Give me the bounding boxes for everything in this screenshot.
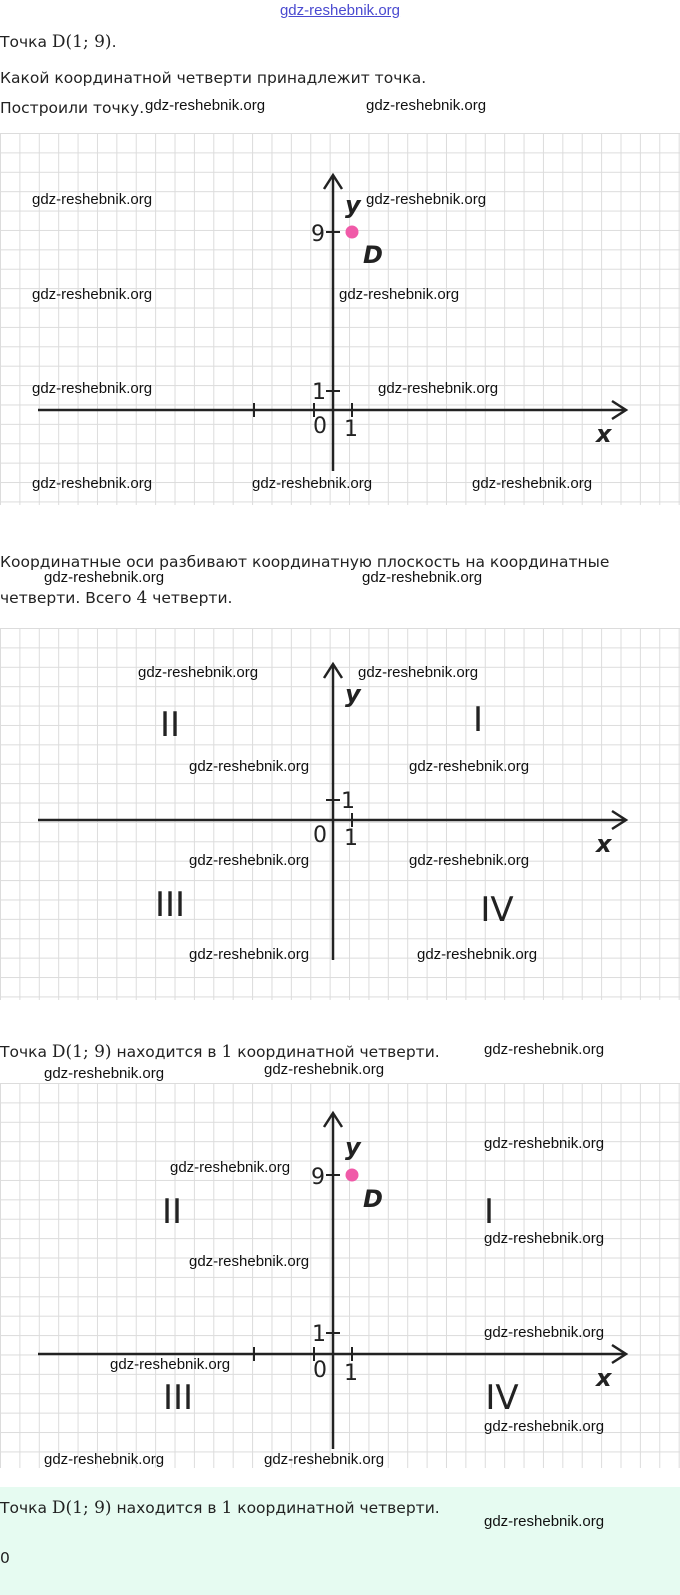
watermark: gdz-reshebnik.org — [189, 1253, 310, 1270]
quadrant-1-label: I — [483, 1192, 495, 1232]
task-point-math: D(1; 9) — [51, 32, 112, 52]
answer-line — [0, 1496, 440, 1520]
watermark: gdz-reshebnik.org — [145, 97, 266, 114]
answer-prefix: Точка — [0, 1499, 52, 1517]
label-one-x: 1 — [344, 826, 358, 851]
result-middle: находится в — [111, 1043, 222, 1061]
watermark: gdz-reshebnik.org — [339, 286, 460, 303]
quadrant-1-label: I — [472, 700, 484, 740]
watermark: gdz-reshebnik.org — [32, 191, 153, 208]
result-math: D(1; 9) — [51, 1042, 112, 1062]
x-axis-label: x — [596, 1364, 612, 1392]
point-d-label: D — [363, 1185, 383, 1213]
watermark: gdz-reshebnik.org — [409, 758, 530, 775]
watermark: gdz-reshebnik.org — [366, 191, 487, 208]
quadrant-2-label: II — [159, 705, 181, 745]
label-one-y: 1 — [341, 789, 355, 814]
watermark: gdz-reshebnik.org — [264, 1061, 385, 1078]
watermark: gdz-reshebnik.org — [32, 380, 153, 397]
watermark: gdz-reshebnik.org — [189, 852, 310, 869]
watermark: gdz-reshebnik.org — [484, 1230, 605, 1247]
point-d — [346, 226, 359, 239]
label-nine: 9 — [311, 222, 325, 247]
watermark: gdz-reshebnik.org — [32, 475, 153, 492]
explanation-line-2 — [0, 586, 232, 610]
quadrant-3-label: III — [162, 1378, 194, 1418]
task-question: Какой координатной четверти принадлежит точка. — [0, 69, 427, 87]
answer-suffix: координатной четверти. — [232, 1499, 440, 1517]
label-nine: 9 — [311, 1165, 325, 1190]
quadrant-3-label: III — [154, 885, 186, 925]
y-axis-label: y — [345, 1133, 361, 1161]
watermark: gdz-reshebnik.org — [484, 1513, 605, 1530]
label-origin: 0 — [313, 1358, 327, 1383]
point-d-label: D — [363, 241, 383, 269]
watermark: gdz-reshebnik.org — [264, 1451, 385, 1468]
x-axis-label: x — [596, 830, 612, 858]
watermark: gdz-reshebnik.org — [44, 1451, 165, 1468]
result-num: 1 — [221, 1042, 233, 1062]
watermark: gdz-reshebnik.org — [44, 569, 165, 586]
result-prefix: Точка — [0, 1043, 52, 1061]
watermark: gdz-reshebnik.org — [110, 1356, 231, 1373]
watermark: gdz-reshebnik.org — [484, 1324, 605, 1341]
quadrant-4-label: IV — [480, 890, 514, 930]
explanation-prefix: четверти. Всего — [0, 589, 137, 607]
y-axis-label: y — [345, 191, 361, 219]
quadrant-2-label: II — [161, 1192, 183, 1232]
watermark: gdz-reshebnik.org — [484, 1135, 605, 1152]
watermark: gdz-reshebnik.org — [362, 569, 483, 586]
label-origin: 0 — [313, 414, 327, 439]
label-one-y: 1 — [312, 1322, 326, 1347]
watermark: gdz-reshebnik.org — [417, 946, 538, 963]
task-built: Построили точку. — [0, 99, 145, 117]
answer-middle: находится в — [111, 1499, 222, 1517]
explanation-line-1: Координатные оси разбивают координатную плоскость на координатные — [0, 553, 610, 571]
task-point-line — [0, 30, 117, 54]
watermark: gdz-reshebnik.org — [138, 664, 259, 681]
watermark: gdz-reshebnik.org — [378, 380, 499, 397]
watermark: gdz-reshebnik.org — [252, 475, 373, 492]
y-axis-label: y — [345, 680, 361, 708]
answer-num: 1 — [221, 1498, 233, 1518]
answer-math: D(1; 9) — [51, 1498, 112, 1518]
point-d — [346, 1169, 359, 1182]
label-one-x: 1 — [344, 1361, 358, 1386]
result-suffix: координатной четверти. — [232, 1043, 440, 1061]
quadrant-4-label: IV — [485, 1378, 519, 1418]
label-one-y: 1 — [312, 380, 326, 405]
watermark: gdz-reshebnik.org — [44, 1065, 165, 1082]
explanation-num: 4 — [136, 588, 148, 608]
watermark: gdz-reshebnik.org — [170, 1159, 291, 1176]
explanation-suffix: четверти. — [147, 589, 233, 607]
graph-1 — [0, 133, 680, 505]
watermark: gdz-reshebnik.org — [472, 475, 593, 492]
site-link[interactable]: gdz-reshebnik.org — [279, 2, 401, 19]
task-point-prefix: Точка — [0, 33, 52, 51]
label-origin: 0 — [313, 823, 327, 848]
watermark: gdz-reshebnik.org — [366, 97, 487, 114]
watermark: gdz-reshebnik.org — [189, 946, 310, 963]
watermark: gdz-reshebnik.org — [484, 1418, 605, 1435]
answer-footer: 0 — [0, 1549, 10, 1567]
x-axis-label: x — [596, 420, 612, 448]
watermark: gdz-reshebnik.org — [32, 286, 153, 303]
watermark: gdz-reshebnik.org — [189, 758, 310, 775]
task-point-suffix: . — [111, 33, 117, 51]
graph-2 — [0, 628, 680, 1000]
watermark: gdz-reshebnik.org — [409, 852, 530, 869]
watermark: gdz-reshebnik.org — [484, 1041, 605, 1058]
label-one-x: 1 — [344, 417, 358, 442]
watermark: gdz-reshebnik.org — [358, 664, 479, 681]
